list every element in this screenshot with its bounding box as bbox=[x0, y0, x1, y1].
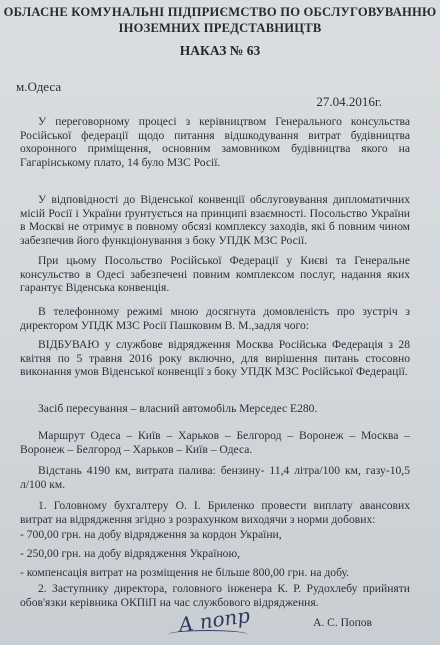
allowance-accommodation: - компенсація витрат на розміщення не більше 800,00 грн. на добу. bbox=[20, 566, 350, 579]
paragraph-embassy-services: При цьому Посольство Російської Федерації у Києві та Генеральне консульство в Одесі забезпечені повним комплексом послуг, надання яких гарантує Віденська конвенція. bbox=[20, 254, 410, 295]
paragraph-negotiation: У переговорному процесі з керівництвом Генерального консульства Російської федерації щодо питання відшкодування витрат будівництва охоронного приміщення, основним замовником будівництва якого на Гагарінському плато, 14 було МЗС Росії. bbox=[20, 115, 410, 169]
city: м.Одеса bbox=[16, 79, 62, 94]
allowance-ukraine: - 250,00 грн. на добу відрядження Україною, bbox=[20, 547, 241, 560]
paragraph-route: Маршрут Одеса – Київ – Харьков – Белгород – Воронеж – Москва – Воронеж – Белгород – Харьков – Київ – Одеса. bbox=[20, 429, 410, 456]
allowance-abroad: - 700,00 грн. на добу відрядження за кордон України, bbox=[20, 528, 282, 541]
order-title: НАКАЗ № 63 bbox=[179, 43, 261, 58]
paragraph-vienna-convention: У відповідності до Віденської конвенції обслуговування дипломатичних місій Росії і України ґрунтується на принципі взаємності. Посольство України в Москві не отримує в повному обсязі комплексу заходів, які б повним чином забезпечив його функціонування з боку УПДК МЗС Росії. bbox=[20, 193, 410, 247]
signatory-name: А. С. Попов bbox=[313, 617, 372, 629]
header-line-2: ІНОЗЕМНИХ ПРЕДСТАВНИЦТВ bbox=[118, 21, 322, 35]
header-line-1: ОБЛАСНЕ КОМУНАЛЬНІ ПІДПРИЄМСТВО ПО ОБСЛУГОВУВАННЮ bbox=[3, 5, 437, 19]
paragraph-business-trip: ВІДБУВАЮ у службове відрядження Москва Російська Федерація з 28 квітня по 5 травня 2016 року включно, для вирішення питань стосовно виконання умов Віденської конвенції з боку УПДК МЗС Російської Федерації. bbox=[20, 338, 410, 379]
handwritten-signature: А попр bbox=[176, 603, 252, 637]
paragraph-distance: Відстань 4190 км, витрата палива: бензину- 11,4 літра/100 км, газу-10,5 л/100 км. bbox=[20, 464, 410, 491]
paragraph-accountant: 1. Головному бухгалтеру О. І. Бриленко провести виплату авансових витрат на відрядження згідно з розрахунком виходячи з норми добових: bbox=[20, 499, 410, 526]
order-date: 27.04.2016г. bbox=[316, 94, 382, 109]
organization-header bbox=[0, 4, 440, 36]
paragraph-deputy: 2. Заступнику директора, головного інженера К. Р. Рудохлебу прийняти обов'язки керівника ОКПіП на час службового відрядження. bbox=[20, 582, 410, 609]
signature-stroke bbox=[168, 630, 248, 639]
paragraph-phone-agreement: В телефонному режимі мною досягнута домовленість про зустріч з директором УПДК МЗС Росії Пашковим В. М.,задля чого: bbox=[20, 305, 410, 332]
paragraph-vehicle: Засіб пересування – власний автомобіль Мерседес Е280. bbox=[38, 402, 318, 415]
